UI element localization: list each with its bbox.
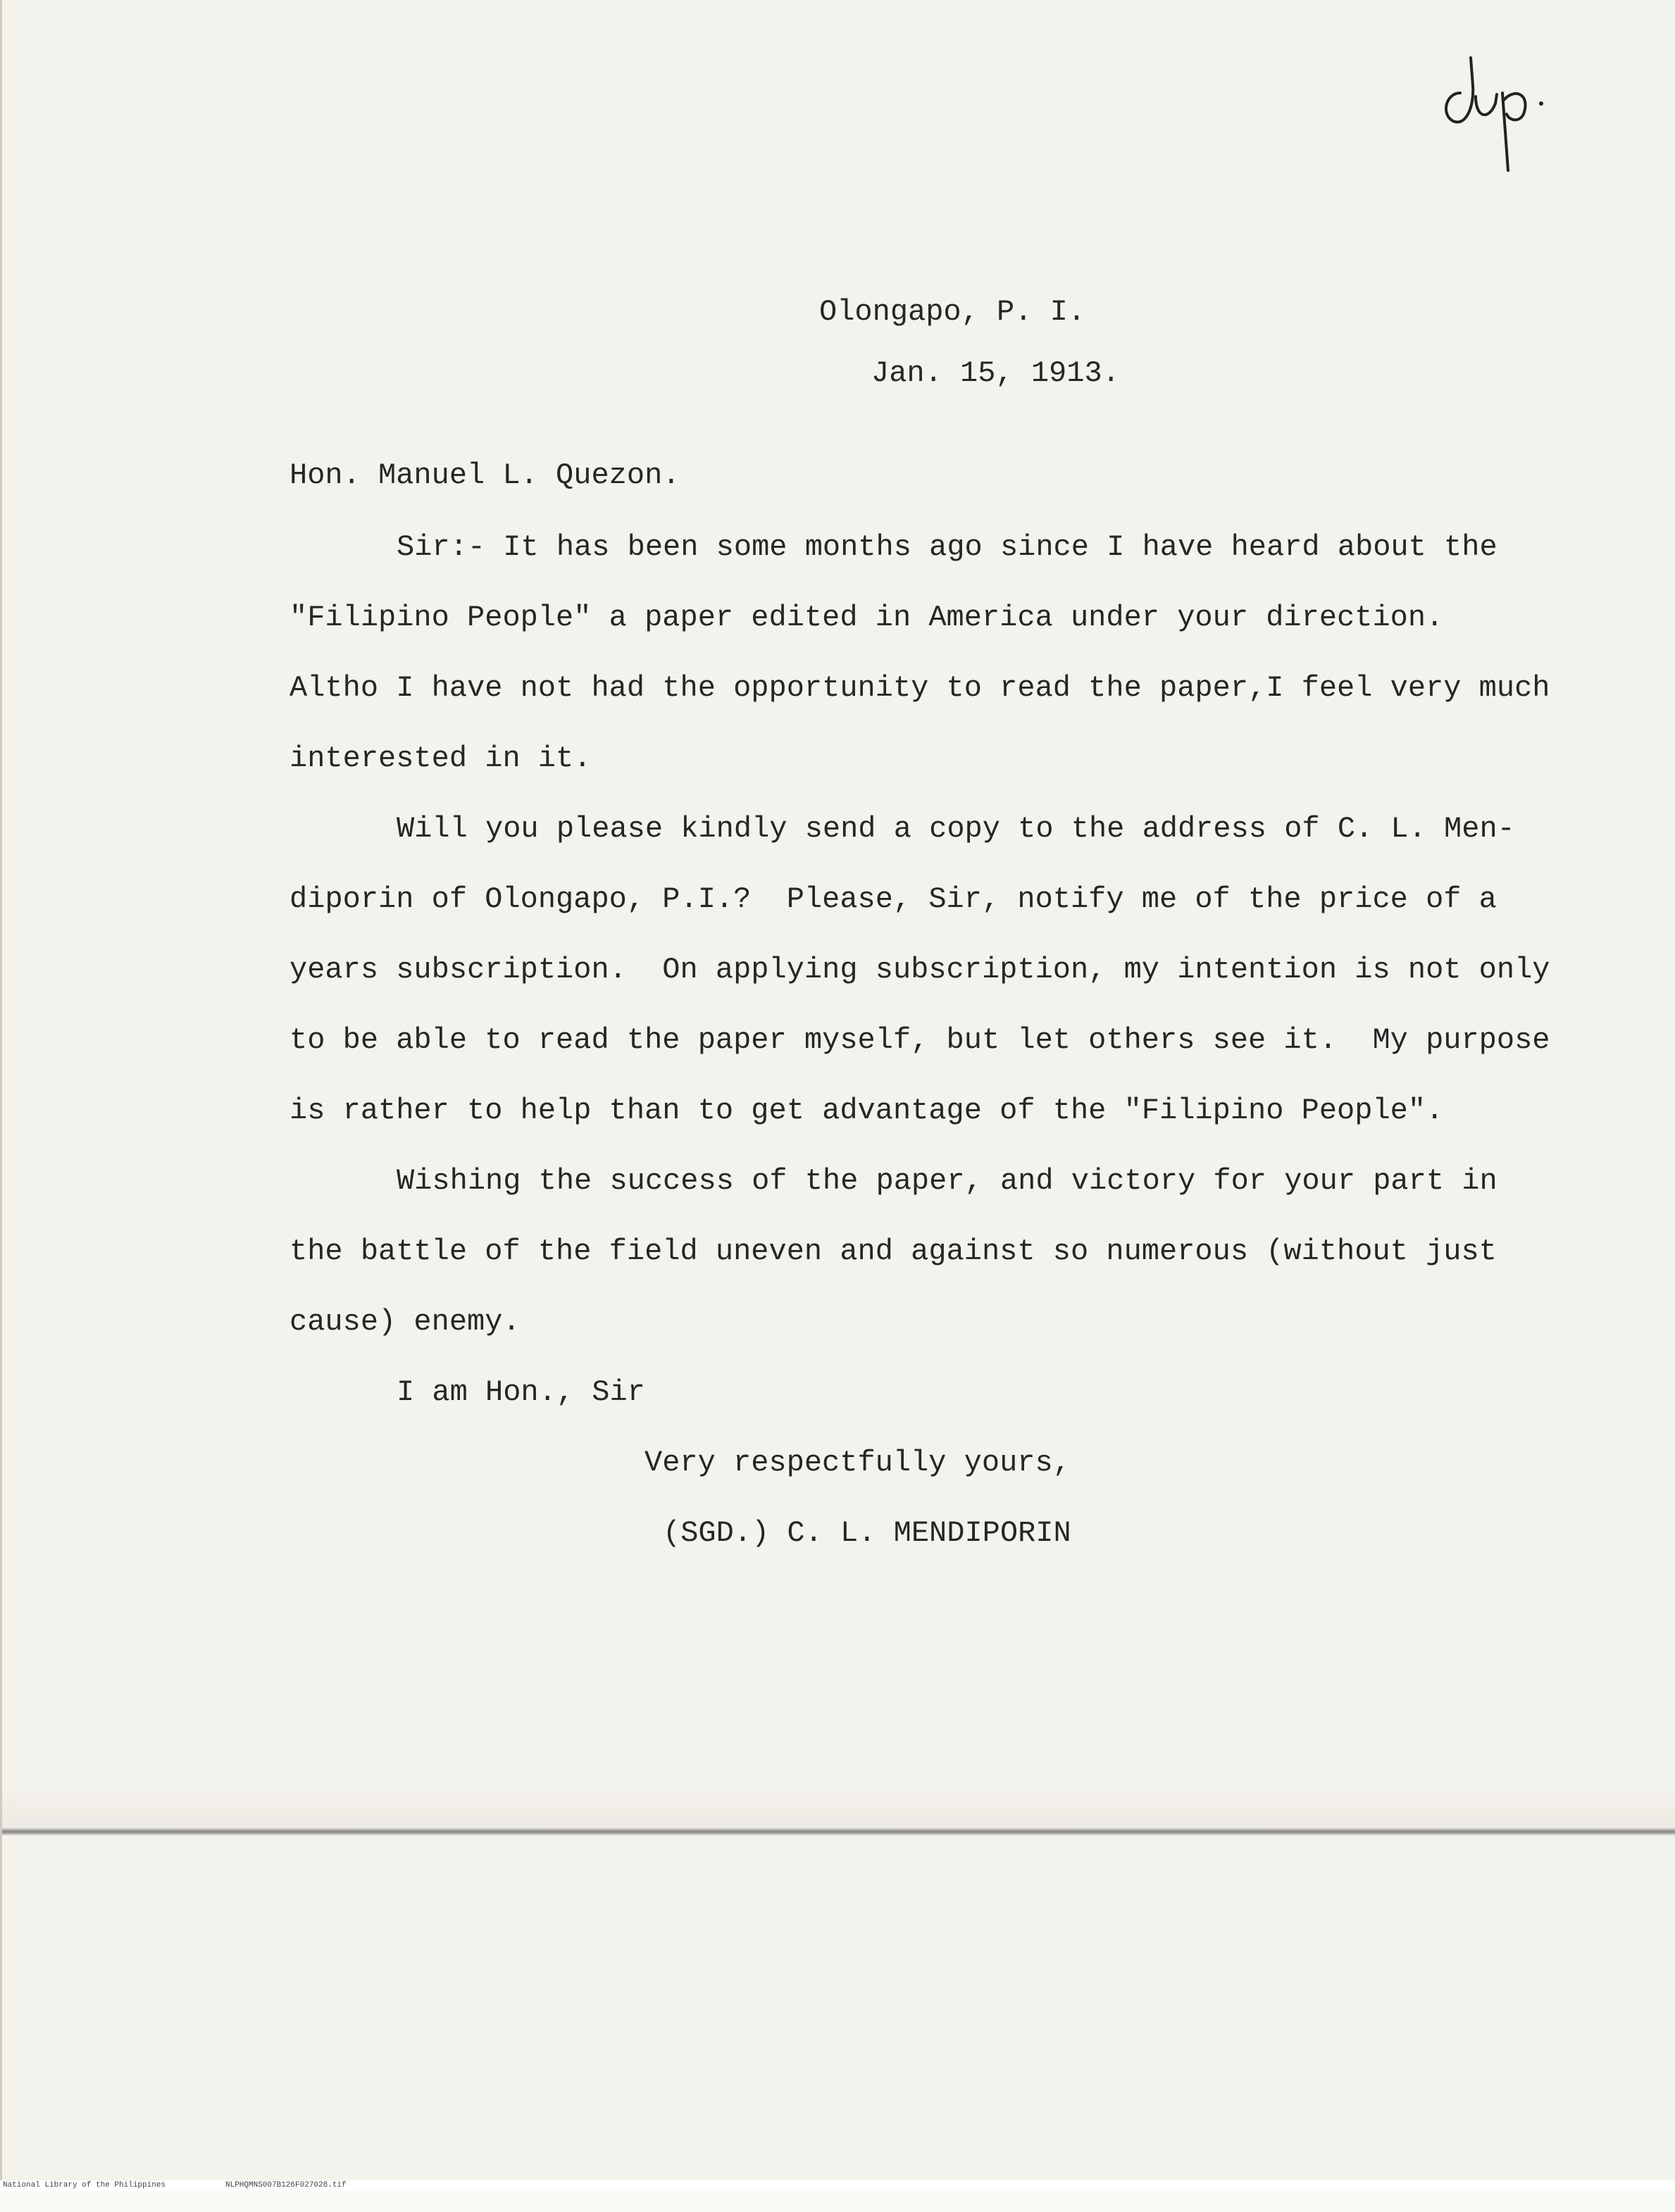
place-line: Olongapo, P. I. [819,295,1086,329]
handwritten-note-dup [1432,44,1573,192]
paper-fold-crease [2,1785,1675,1856]
scan-footer [0,2180,1675,2191]
paragraph1-line: "Filipino People" a paper edited in America under your direction. [289,601,1444,635]
paragraph1-line: interested in it. [289,742,592,775]
salutation-line: I am Hon., Sir [397,1375,645,1409]
paragraph2-line: diporin of Olongapo, P.I.? Please, Sir, notify me of the price of a [289,882,1497,916]
closing-line: Very respectfully yours, [645,1446,1071,1480]
paragraph1-line: Sir:- It has been some months ago since I have heard about the [397,530,1497,564]
footer-library: National Library of the Philippines [3,2181,166,2189]
paragraph2-line: years subscription. On applying subscription, my intention is not only [289,953,1550,987]
paragraph2-line: is rather to help than to get advantage of the "Filipino People". [289,1094,1444,1127]
addressee-line: Hon. Manuel L. Quezon. [289,458,680,492]
paragraph2-line: to be able to read the paper myself, but let others see it. My purpose [289,1023,1550,1057]
date-line: Jan. 15, 1913. [871,356,1120,390]
paragraph3-line: cause) enemy. [289,1305,521,1339]
footer-file: NLPHQMNS007B126F027028.tif [225,2181,347,2189]
paragraph3-line: the battle of the field uneven and against so numerous (without just [289,1235,1497,1268]
paragraph2-line: Will you please kindly send a copy to the address of C. L. Men- [397,812,1515,846]
paragraph3-line: Wishing the success of the paper, and victory for your part in [397,1164,1497,1198]
paragraph1-line: Altho I have not had the opportunity to read the paper,I feel very much [289,671,1550,705]
signature-line: (SGD.) C. L. MENDIPORIN [663,1516,1071,1550]
